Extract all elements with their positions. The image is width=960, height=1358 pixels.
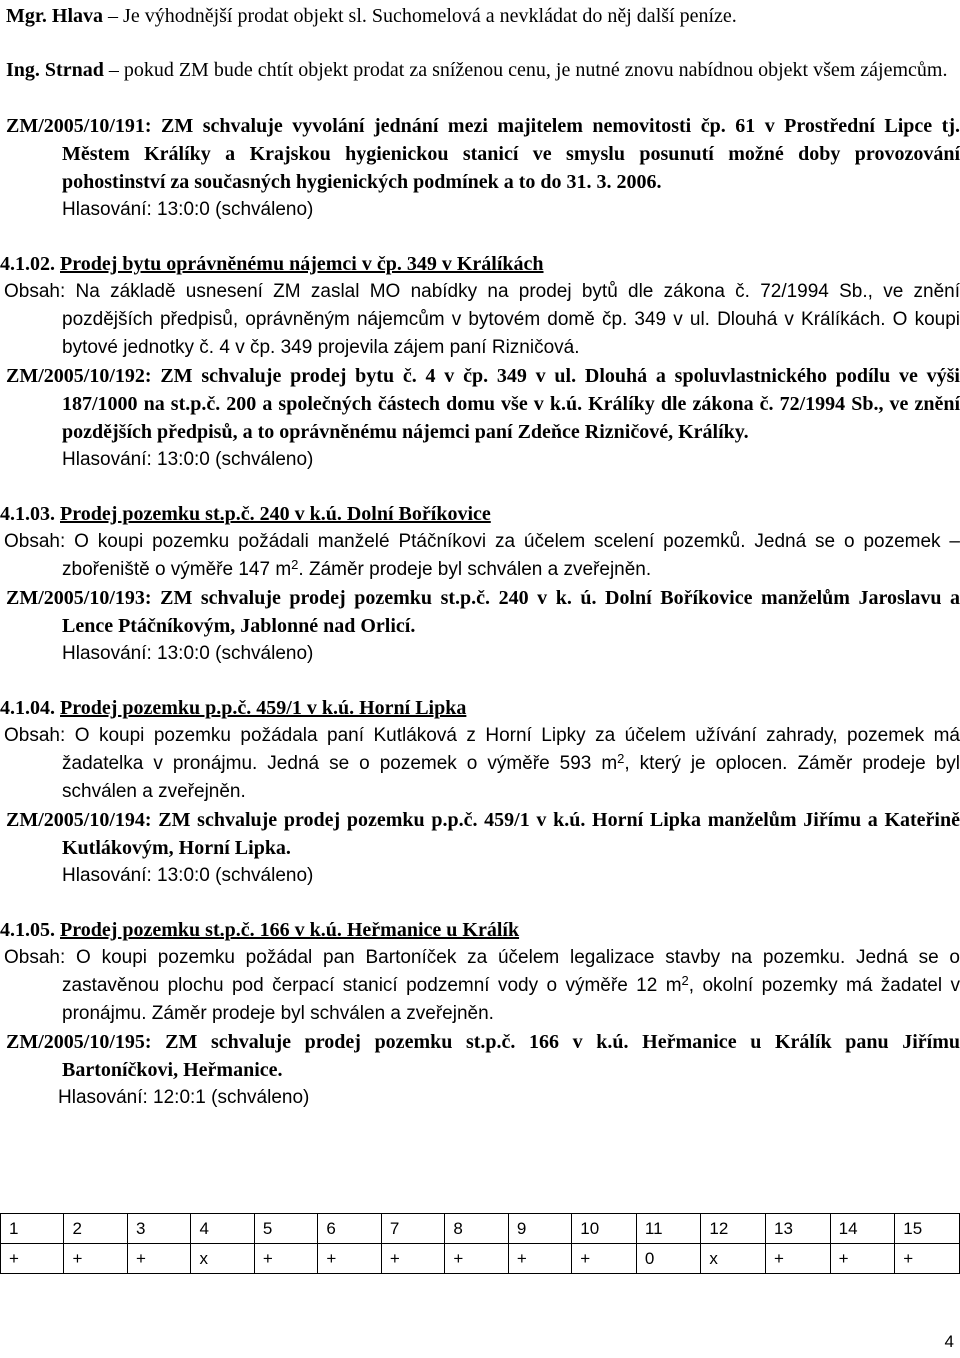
section-heading-4-1-04 [0, 694, 960, 722]
superscript-2: 2 [617, 751, 625, 766]
section-number: 4.1.02. [0, 253, 55, 275]
section-content-4-1-05: Obsah: O koupi pozemku požádal pan Bartoníček za účelem legalizace stavby na pozemku. Jedná se o zastavěnou plochu pod čerpací stanicí podzemní vody o výměře 12 $m^2$, okolní pozemky má žadatel v pronájmu. Záměr prodeje byl schválen a zveřejněn. [4, 947, 960, 1024]
vote-mark: + [766, 1244, 831, 1274]
vote-mark: + [64, 1244, 127, 1274]
vote-member-number: 6 [318, 1214, 381, 1244]
vote-mark: + [895, 1244, 960, 1274]
vote-member-number: 12 [701, 1214, 766, 1244]
vote-mark: 0 [636, 1244, 700, 1274]
vote-mark: + [254, 1244, 317, 1274]
vote-member-number: 13 [766, 1214, 831, 1244]
vote-member-number: 4 [191, 1214, 254, 1244]
section-number: 4.1.05. [0, 919, 55, 941]
vote-member-number: 14 [830, 1214, 895, 1244]
section-heading-4-1-03 [0, 500, 960, 528]
vote-result-193: Hlasování: 13:0:0 (schváleno) [62, 643, 314, 664]
vote-member-number: 11 [636, 1214, 700, 1244]
section-title: Prodej pozemku st.p.č. 240 v k.ú. Dolní Boříkovice [60, 503, 491, 525]
resolution-191 [0, 112, 960, 196]
vote-table-numbers-row [1, 1214, 960, 1244]
superscript-2: 2 [681, 973, 689, 988]
section-title: Prodej pozemku st.p.č. 166 v k.ú. Heřmanice u Králík [60, 919, 520, 941]
vote-result-192: Hlasování: 13:0:0 (schváleno) [62, 449, 314, 470]
vote-member-number: 10 [572, 1214, 637, 1244]
vote-table [0, 1213, 960, 1274]
superscript-2: 2 [291, 557, 299, 572]
vote-mark: + [445, 1244, 508, 1274]
vote-mark: + [508, 1244, 571, 1274]
vote-mark: + [1, 1244, 64, 1274]
vote-member-number: 1 [1, 1214, 64, 1244]
vote-mark: + [127, 1244, 190, 1274]
vote-member-number: 5 [254, 1214, 317, 1244]
speaker-text: – Je výhodnější prodat objekt sl. Suchomelová a nevkládat do něj další peníze. [103, 5, 737, 27]
section-content-4-1-04: Obsah: O koupi pozemku požádala paní Kutláková z Horní Lipky za účelem užívání zahrady, pozemek má žadatelka v pronájmu. Jedná se o pozemek o výměře 593 $m^2$, který je oplocen. Záměr prodeje byl schválen a zveřejněn. [4, 725, 960, 802]
section-number: 4.1.03. [0, 503, 55, 525]
vote-member-number: 9 [508, 1214, 571, 1244]
section-heading-4-1-02 [0, 250, 960, 278]
vote-member-number: 7 [381, 1214, 444, 1244]
resolution-195: ZM/2005/10/195: ZM schvaluje prodej pozemku st.p.č. 166 v k.ú. Heřmanice u Králík panu Jiřímu Bartoníčkovi, Heřmanice. [6, 1031, 960, 1081]
section-heading-4-1-05 [0, 916, 960, 944]
section-content-4-1-02: Obsah: Na základě usnesení ZM zaslal MO nabídky na prodej bytů dle zákona č. 72/1994 Sb., ve znění pozdějších předpisů, oprávněným nájemcům v bytovém domě čp. 349 v ul. Dlouhá v Králíkách. O koupi bytové jednotky č. 4 v čp. 349 projevila zájem paní Rizničová. [4, 281, 960, 358]
section-title: Prodej pozemku p.p.č. 459/1 v k.ú. Horní Lipka [60, 697, 467, 719]
vote-result-191: Hlasování: 13:0:0 (schváleno) [62, 199, 314, 220]
vote-result-195: Hlasování: 12:0:1 (schváleno) [58, 1087, 310, 1108]
vote-member-number: 15 [895, 1214, 960, 1244]
intro-paragraph-strnad [0, 56, 960, 84]
intro-paragraph-hlava [0, 2, 960, 30]
page-number: 4 [944, 1332, 954, 1351]
resolution-text: ZM schvaluje vyvolání jednání mezi majitelem nemovitosti čp. 61 v Prostřední Lipce tj. Městem Králíky a Krajskou hygienickou stanicí ve smyslu posunutí možné doby provozování pohostinství za současných hygienických podmínek a to do 31. 3. 2006. [62, 115, 960, 193]
section-content-4-1-03: Obsah: O koupi pozemku požádali manželé Ptáčníkovi za účelem scelení pozemků. Jedná se o pozemek – zbořeniště o výměře 147 $m^2$. Záměr prodeje byl schválen a zveřejněn. [4, 531, 960, 580]
section-number: 4.1.04. [0, 697, 55, 719]
vote-member-number: 3 [127, 1214, 190, 1244]
vote-member-number: 2 [64, 1214, 127, 1244]
vote-mark: + [381, 1244, 444, 1274]
vote-mark: + [830, 1244, 895, 1274]
vote-member-number: 8 [445, 1214, 508, 1244]
resolution-194: ZM/2005/10/194: ZM schvaluje prodej pozemku p.p.č. 459/1 v k.ú. Horní Lipka manželům Jiřímu a Kateřině Kutlákovým, Horní Lipka. [6, 809, 960, 859]
resolution-id: ZM/2005/10/191: [6, 115, 152, 137]
vote-mark: + [572, 1244, 637, 1274]
speaker-name: Ing. Strnad [6, 59, 104, 81]
vote-mark: x [701, 1244, 766, 1274]
vote-mark: x [191, 1244, 254, 1274]
vote-table-marks-row [1, 1244, 960, 1274]
resolution-193: ZM/2005/10/193: ZM schvaluje prodej pozemku st.p.č. 240 v k. ú. Dolní Boříkovice manželům Jaroslavu a Lence Ptáčníkovým, Jablonné nad Orlicí. [6, 587, 960, 637]
section-title: Prodej bytu oprávněnému nájemci v čp. 349 v Králíkách [60, 253, 544, 275]
speaker-name: Mgr. Hlava [6, 5, 104, 27]
resolution-192: ZM/2005/10/192: ZM schvaluje prodej bytu č. 4 v čp. 349 v ul. Dlouhá a spoluvlastnického podílu ve výši 187/1000 na st.p.č. 200 a společných částech domu vše v k.ú. Králíky dle zákona č. 72/1994 Sb., ve znění pozdějších předpisů, a to oprávněnému nájemci paní Zdeňce Rizničové, Králíky. [6, 365, 960, 443]
speaker-text: – pokud ZM bude chtít objekt prodat za sníženou cenu, je nutné znovu nabídnou objekt všem zájemcům. [103, 59, 948, 81]
vote-result-194: Hlasování: 13:0:0 (schváleno) [62, 865, 314, 886]
vote-mark: + [318, 1244, 381, 1274]
